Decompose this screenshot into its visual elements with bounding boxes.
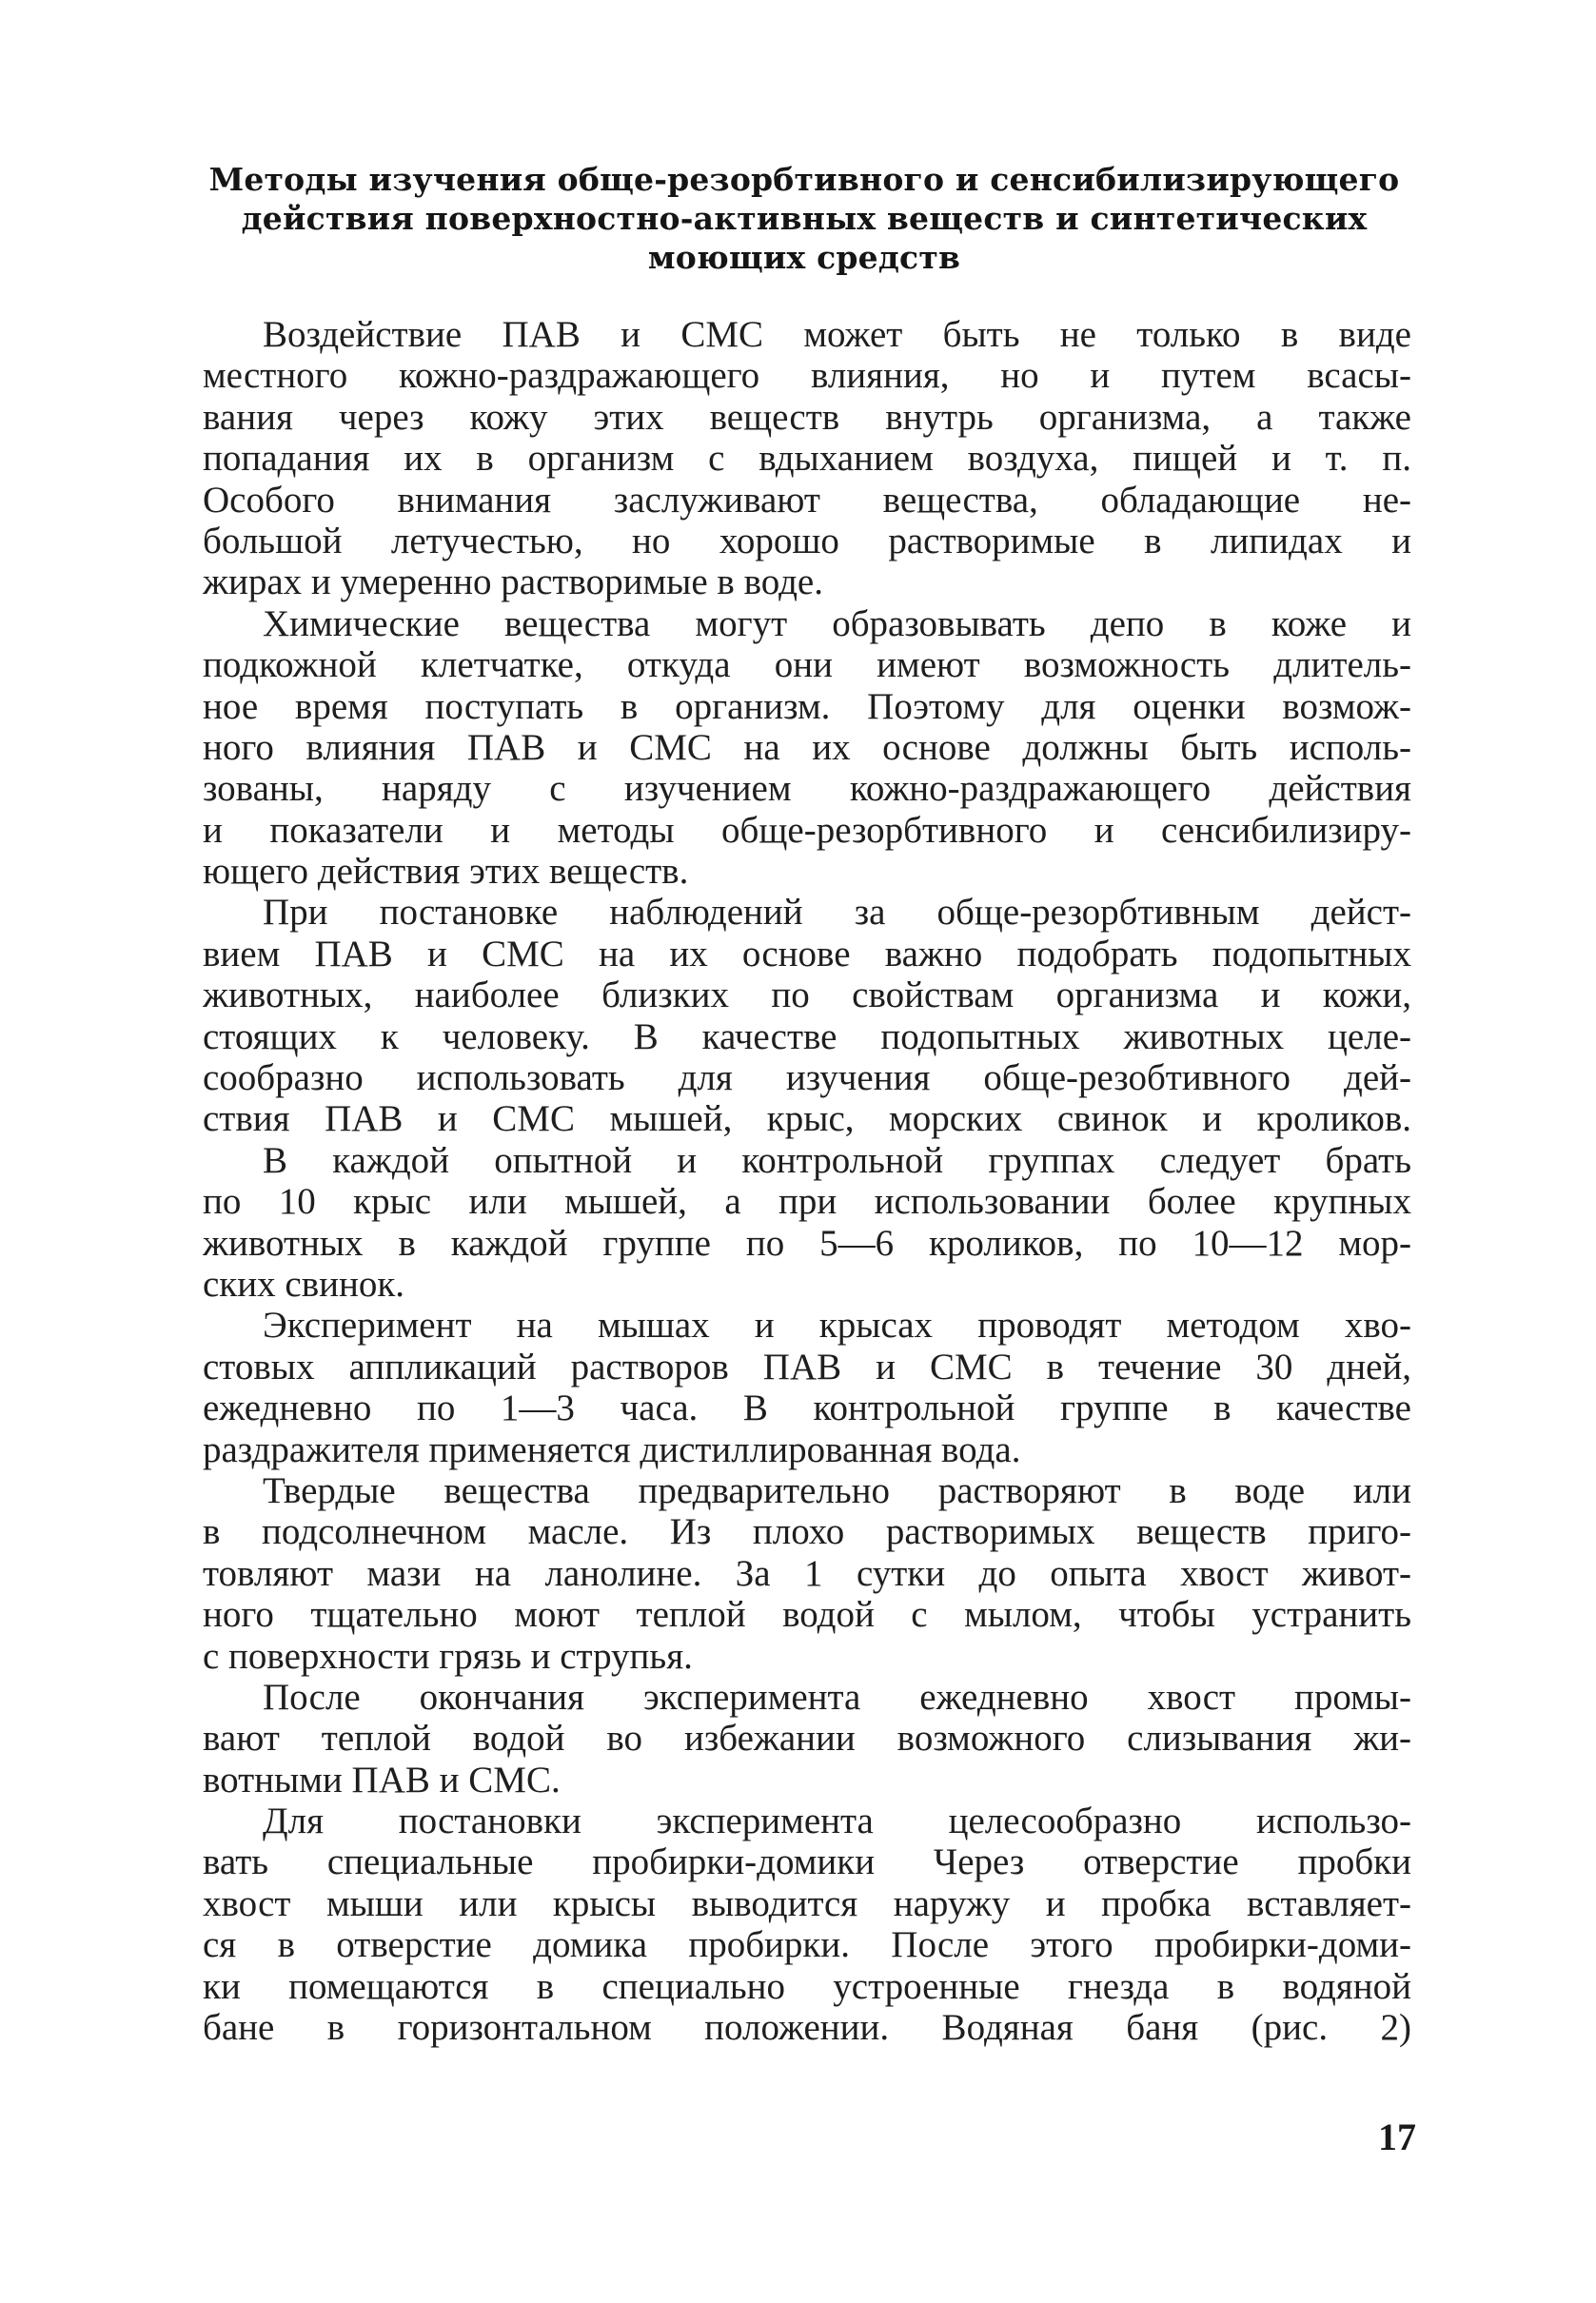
- text-line: ствия ПАВ и СМС мышей, крыс, морских свинок и кроликов.: [203, 1098, 1411, 1140]
- text-line: ских свинок.: [203, 1263, 405, 1305]
- paragraph-8: [203, 1801, 1411, 2048]
- text-line: по 10 крыс или мышей, а при использовании более крупных: [203, 1181, 1411, 1223]
- text-line: вания через кожу этих веществ внутрь организма, а также: [203, 396, 1411, 438]
- text-line: большой летучестью, но хорошо растворимые в липидах и: [203, 520, 1411, 561]
- body-text: [203, 314, 1411, 2048]
- text-line: вать специальные пробирки-домики Через отверстие пробки: [203, 1841, 1411, 1883]
- text-line: ся в отверстие домика пробирки. После этого пробирки-доми-: [203, 1924, 1411, 1966]
- paragraph-2: [203, 603, 1411, 893]
- text-line: вием ПАВ и СМС на их основе важно подобрать подопытных: [203, 933, 1411, 974]
- text-line: Твердые вещества предварительно растворяют в воде или: [263, 1469, 1411, 1511]
- text-line: ки помещаются в специально устроенные гнезда в водяной: [203, 1965, 1411, 2007]
- page-number: 17: [1378, 2116, 1416, 2158]
- text-line: При постановке наблюдений за обще-резорбтивным дейст-: [263, 892, 1411, 934]
- text-line: Для постановки эксперимента целесообразно использо-: [263, 1801, 1411, 1842]
- heading-line: моющих средств: [647, 239, 961, 276]
- heading-line: Методы изучения обще-резорбтивного и сенсибилизирующего: [208, 161, 1400, 198]
- text-line: жирах и умеренно растворимые в воде.: [203, 561, 823, 603]
- text-line: раздражителя применяется дистиллированная вода.: [203, 1428, 1021, 1470]
- text-line: животных, наиболее близких по свойствам организма и кожи,: [203, 974, 1411, 1016]
- text-line: ное время поступать в организм. Поэтому для оценки возмож-: [203, 685, 1411, 727]
- text-line: местного кожно-раздражающего влияния, но и путем всасы-: [203, 355, 1411, 397]
- text-line: Особого внимания заслуживают вещества, обладающие не-: [203, 479, 1411, 521]
- paragraph-3: [203, 892, 1411, 1139]
- heading-line: действия поверхностно-активных веществ и синтетических: [241, 200, 1368, 237]
- paragraph-6: [203, 1470, 1411, 1677]
- text-line: В каждой опытной и контрольной группах следует брать: [263, 1139, 1411, 1181]
- text-line: стовых аппликаций растворов ПАВ и СМС в течение 30 дней,: [203, 1346, 1411, 1388]
- text-line: подкожной клетчатке, откуда они имеют возможность длитель-: [203, 644, 1411, 686]
- text-line: Воздействие ПАВ и СМС может быть не только в виде: [263, 314, 1411, 355]
- text-line: сообразно использовать для изучения обще-резобтивного дей-: [203, 1057, 1411, 1099]
- text-line: в подсолнечном масле. Из плохо растворимых веществ приго-: [203, 1511, 1411, 1553]
- text-line: После окончания эксперимента ежедневно хвост промы-: [263, 1676, 1411, 1718]
- text-line: вотными ПАВ и СМС.: [203, 1759, 561, 1801]
- text-line: ющего действия этих веществ.: [203, 851, 689, 893]
- text-line: хвост мыши или крысы выводится наружу и пробка вставляет-: [203, 1882, 1411, 1924]
- paragraph-1: [203, 314, 1411, 603]
- text-line: попадания их в организм с вдыханием воздуха, пищей и т. п.: [203, 438, 1411, 480]
- text-line: стоящих к человеку. В качестве подопытных животных целе-: [203, 1015, 1411, 1057]
- text-line: товляют мази на ланолине. За 1 сутки до опыта хвост живот-: [203, 1552, 1411, 1594]
- text-line: животных в каждой группе по 5—6 кроликов, по 10—12 мор-: [203, 1222, 1411, 1264]
- text-line: с поверхности грязь и струпья.: [203, 1635, 693, 1677]
- text-line: бане в горизонтальном положении. Водяная баня (рис. 2): [203, 2007, 1411, 2049]
- text-line: Эксперимент на мышах и крысах проводят методом хво-: [263, 1305, 1411, 1347]
- text-line: Химические вещества могут образовывать депо в коже и: [263, 602, 1411, 644]
- text-line: ного влияния ПАВ и СМС на их основе должны быть исполь-: [203, 726, 1411, 768]
- text-line: и показатели и методы обще-резорбтивного и сенсибилизиру-: [203, 809, 1411, 851]
- paragraph-7: [203, 1677, 1411, 1801]
- paragraph-4: [203, 1140, 1411, 1306]
- section-heading: [205, 160, 1404, 277]
- paragraph-5: [203, 1305, 1411, 1470]
- text-line: ежедневно по 1—3 часа. В контрольной группе в качестве: [203, 1388, 1411, 1429]
- text-line: ного тщательно моют теплой водой с мылом, чтобы устранить: [203, 1594, 1411, 1636]
- text-line: зованы, наряду с изучением кожно-раздражающего действия: [203, 768, 1411, 810]
- text-line: вают теплой водой во избежании возможного слизывания жи-: [203, 1718, 1411, 1760]
